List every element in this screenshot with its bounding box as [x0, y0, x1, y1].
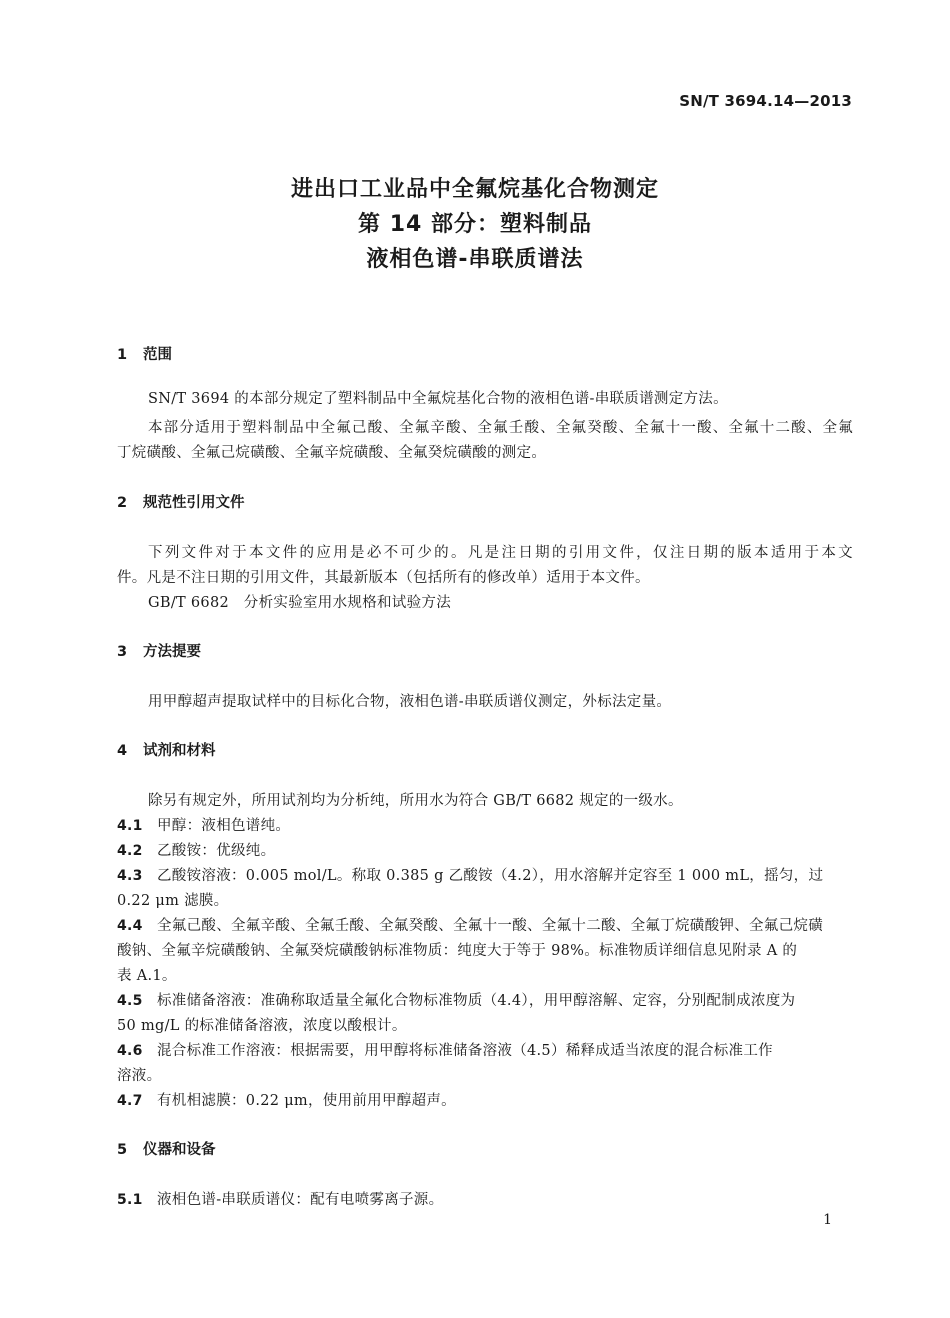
standard-number: SN/T 3694.14—2013 [679, 92, 852, 110]
paragraph: 除另有规定外，所用试剂均为分析纯，所用水为符合 GB/T 6682 规定的一级水。 [148, 793, 683, 809]
clause-4-3 [117, 864, 823, 885]
clause-continuation: 表 A.1。 [117, 968, 177, 984]
clause-number: 4.7 [117, 1093, 143, 1109]
normative-reference: GB/T 6682 分析实验室用水规格和试验方法 [148, 595, 452, 611]
clause-4-2 [117, 839, 275, 860]
paragraph-continuation: 丁烷磺酸、全氟己烷磺酸、全氟辛烷磺酸、全氟癸烷磺酸的测定。 [117, 445, 547, 461]
title-line-1: 进出口工业品中全氟烷基化合物测定 [290, 177, 659, 202]
page-number: 1 [823, 1212, 832, 1228]
clause-number: 4.4 [117, 918, 143, 934]
clause-4-4 [117, 914, 823, 935]
title-line-3: 液相色谱-串联质谱法 [366, 247, 584, 272]
clause-5-1 [117, 1188, 443, 1209]
clause-text: 全氟己酸、全氟辛酸、全氟壬酸、全氟癸酸、全氟十一酸、全氟十二酸、全氟丁烷磺酸钾、全氟己烷磺 [157, 918, 823, 934]
clause-continuation: 50 mg/L 的标准储备溶液，浓度以酸根计。 [117, 1018, 407, 1034]
paragraph: 用甲醇超声提取试样中的目标化合物，液相色谱-串联质谱仪测定，外标法定量。 [148, 694, 672, 710]
section-4-heading [117, 739, 216, 760]
clause-number: 4.2 [117, 843, 143, 859]
clause-4-6 [117, 1039, 773, 1060]
paragraph-continuation: 件。凡是不注日期的引用文件，其最新版本（包括所有的修改单）适用于本文件。 [117, 570, 650, 586]
clause-4-5 [117, 989, 795, 1010]
clause-text: 有机相滤膜：0.22 μm，使用前用甲醇超声。 [157, 1093, 456, 1109]
section-5-heading [117, 1138, 216, 1159]
section-number: 4 [117, 743, 128, 759]
paragraph: SN/T 3694 的本部分规定了塑料制品中全氟烷基化合物的液相色谱-串联质谱测定方法。 [148, 391, 728, 407]
section-title: 仪器和设备 [143, 1142, 216, 1158]
paragraph: 下列文件对于本文件的应用是必不可少的。凡是注日期的引用文件，仅注日期的版本适用于本文 [148, 545, 853, 561]
section-2-heading [117, 491, 245, 512]
section-number: 3 [117, 644, 128, 660]
section-title: 方法提要 [143, 644, 201, 660]
clause-number: 4.6 [117, 1043, 143, 1059]
section-number: 2 [117, 495, 128, 511]
section-1-heading [117, 343, 172, 364]
clause-continuation: 酸钠、全氟辛烷磺酸钠、全氟癸烷磺酸钠标准物质：纯度大于等于 98%。标准物质详细信息见附录 A 的 [117, 943, 798, 959]
section-title: 规范性引用文件 [143, 495, 245, 511]
clause-text: 液相色谱-串联质谱仪：配有电喷雾离子源。 [157, 1192, 444, 1208]
section-number: 1 [117, 347, 128, 363]
clause-4-1 [117, 814, 290, 835]
clause-number: 4.5 [117, 993, 143, 1009]
paragraph: 本部分适用于塑料制品中全氟己酸、全氟辛酸、全氟壬酸、全氟癸酸、全氟十一酸、全氟十二酸、全氟 [148, 420, 853, 436]
clause-number: 5.1 [117, 1192, 143, 1208]
section-title: 范围 [143, 347, 172, 363]
title-line-2: 第 14 部分：塑料制品 [358, 212, 592, 237]
clause-continuation: 溶液。 [117, 1068, 162, 1084]
clause-continuation: 0.22 μm 滤膜。 [117, 893, 229, 909]
clause-text: 甲醇：液相色谱纯。 [157, 818, 291, 834]
section-number: 5 [117, 1142, 128, 1158]
clause-text: 标准储备溶液：准确称取适量全氟化合物标准物质（4.4），用甲醇溶解、定容，分别配制成浓度为 [157, 993, 796, 1009]
section-title: 试剂和材料 [143, 743, 216, 759]
clause-number: 4.3 [117, 868, 143, 884]
clause-text: 乙酸铵：优级纯。 [157, 843, 276, 859]
clause-4-7 [117, 1089, 456, 1110]
clause-text: 混合标准工作溶液：根据需要，用甲醇将标准储备溶液（4.5）稀释成适当浓度的混合标准工作 [157, 1043, 773, 1059]
clause-number: 4.1 [117, 818, 143, 834]
section-3-heading [117, 640, 201, 661]
clause-text: 乙酸铵溶液：0.005 mol/L。称取 0.385 g 乙酸铵（4.2），用水溶解并定容至 1 000 mL，摇匀，过 [157, 868, 824, 884]
